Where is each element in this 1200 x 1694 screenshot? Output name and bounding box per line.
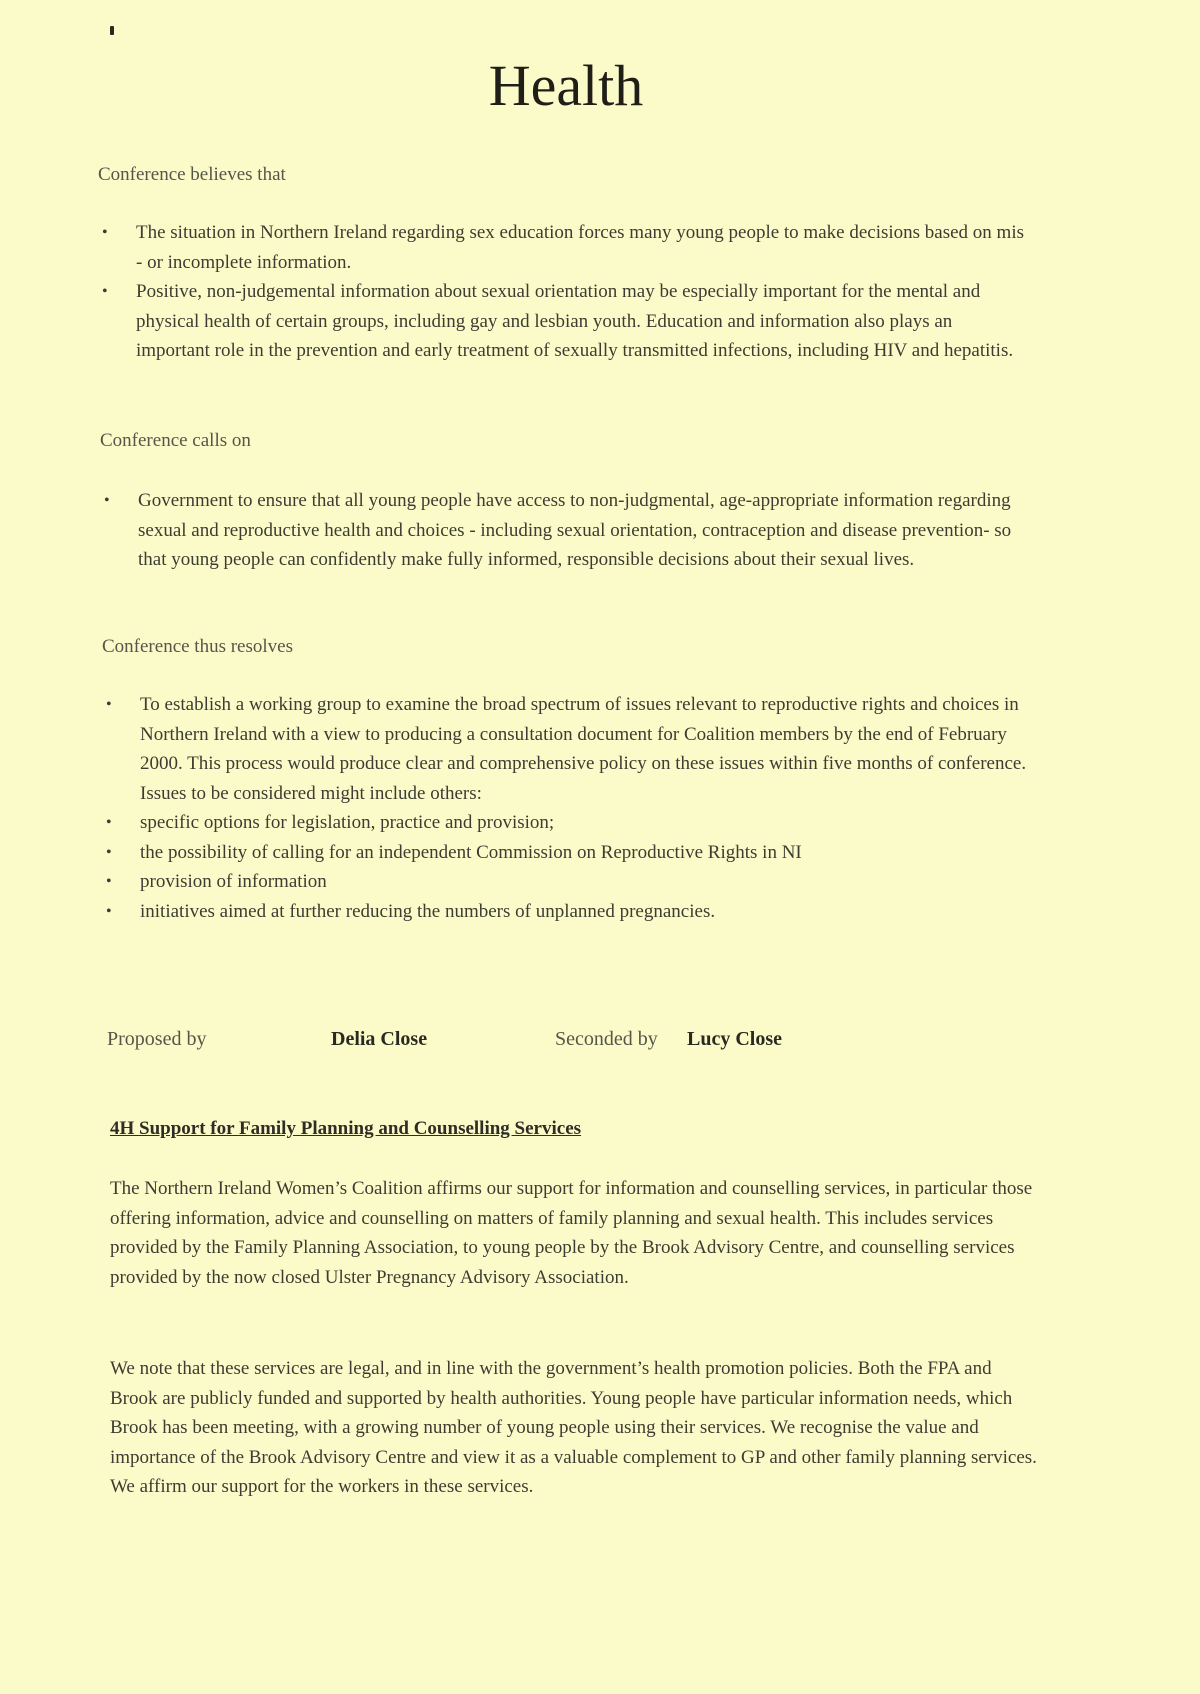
bullet-icon: • xyxy=(106,902,112,920)
scan-speck xyxy=(110,26,114,35)
bullet-icon: • xyxy=(102,283,108,300)
proposed-by-label: Proposed by xyxy=(107,1028,207,1050)
list-item-text: the possibility of calling for an independent Commission on Reproductive Rights in NI xyxy=(140,841,802,863)
bullet-icon: • xyxy=(106,843,112,861)
motion-paragraph: We note that these services are legal, and in line with the government’s health promotion policies. Both the FPA and Brook are publicly funded and supported by health authorities. Young people have particular information needs, which Brook has been meeting, with a growing number of young people using their services. We recognise the value and importance of the Brook Advisory Centre and view it as a valuable complement to GP and other family planning services. We affirm our support for the workers in these services. xyxy=(110,1358,1037,1497)
believes-intro: Conference believes that xyxy=(98,164,286,185)
bullet-icon: • xyxy=(102,224,108,241)
seconded-by-label: Seconded by xyxy=(555,1028,658,1050)
calls-on-list xyxy=(102,486,1032,575)
list-item-text: provision of information xyxy=(140,871,327,892)
page-title: Health xyxy=(488,53,644,118)
believes-list xyxy=(100,218,1030,366)
list-item xyxy=(104,690,1034,808)
list-item xyxy=(100,277,1030,366)
bullet-icon: • xyxy=(104,492,110,509)
list-item-text: specific options for legislation, practice and provision; xyxy=(140,812,555,833)
list-item xyxy=(104,867,1034,897)
list-item xyxy=(102,486,1032,575)
list-item xyxy=(104,838,1034,868)
list-item xyxy=(100,218,1030,277)
list-item-text: To establish a working group to examine the broad spectrum of issues relevant to reproductive rights and choices in Northern Ireland with a view to producing a consultation document for Coalition members by the end of February 2000. This process would produce clear and comprehensive policy on these issues within five months of conference. Issues to be considered might include others: xyxy=(140,694,1027,804)
list-item xyxy=(104,808,1034,838)
list-item-text: Government to ensure that all young people have access to non-judgmental, age-appropriate information regarding sexual and reproductive health and choices - including sexual orientation, contraception and disease prevention- so that young people can confidently make fully informed, responsible decisions about their sexual lives. xyxy=(138,490,1012,570)
list-item xyxy=(104,897,1034,927)
bullet-icon: • xyxy=(106,873,112,890)
calls-on-intro: Conference calls on xyxy=(100,430,251,451)
list-item-text: Positive, non-judgemental information about sexual orientation may be especially important for the mental and physical health of certain groups, including gay and lesbian youth. Education and information also plays an important role in the prevention and early treatment of sexually transmitted infections, including HIV and hepatitis. xyxy=(136,281,1014,361)
bullet-icon: • xyxy=(106,696,112,713)
bullet-icon: • xyxy=(106,814,112,831)
proposer-name: Delia Close xyxy=(331,1028,428,1050)
motion-heading: 4H Support for Family Planning and Counselling Services xyxy=(110,1118,582,1139)
motion-paragraph: The Northern Ireland Women’s Coalition affirms our support for information and counselling services, in particular those offering information, advice and counselling on matters of family planning and sexual health. This includes services provided by the Family Planning Association, to young people by the Brook Advisory Centre, and counselling services provided by the now closed Ulster Pregnancy Advisory Association. xyxy=(110,1178,1033,1288)
list-item-text: The situation in Northern Ireland regarding sex education forces many young people to make decisions based on mis - or incomplete information. xyxy=(136,222,1024,273)
resolves-list xyxy=(104,690,1034,926)
seconder-name: Lucy Close xyxy=(687,1028,782,1050)
resolves-intro: Conference thus resolves xyxy=(102,636,293,657)
list-item-text: initiatives aimed at further reducing the numbers of unplanned pregnancies. xyxy=(140,900,716,922)
